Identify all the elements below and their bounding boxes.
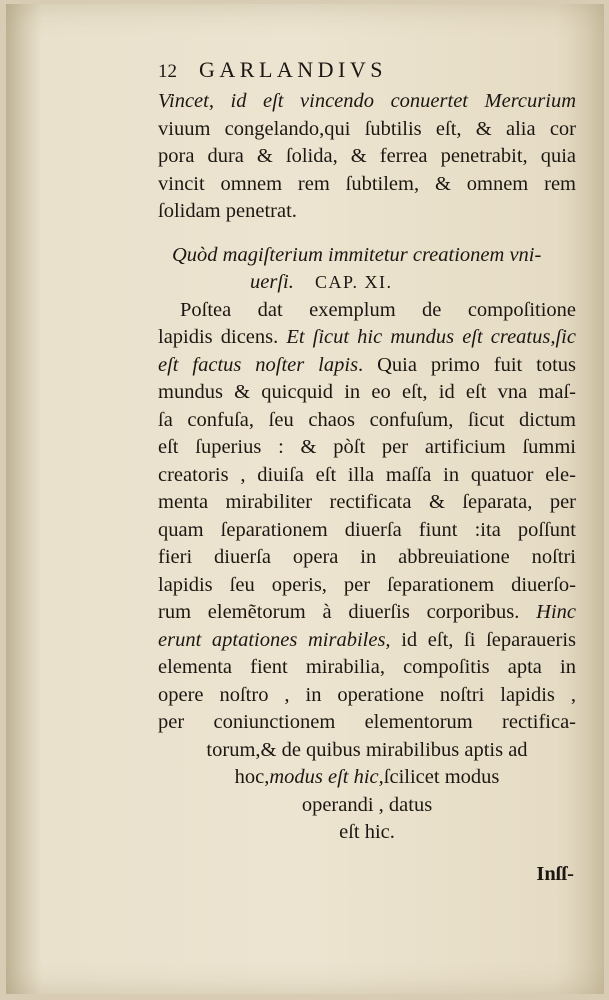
spacer bbox=[158, 226, 576, 242]
text-line: fieri diuerſa opera in abbreuiatione noſtri bbox=[158, 546, 576, 568]
text-line: menta mirabiliter rectificata & ſeparata, per bbox=[158, 491, 576, 513]
text-line: erunt aptationes mirabiles, id eſt, ſi ſeparaueris bbox=[158, 628, 576, 651]
text-line: lapidis ſeu operis, per ſeparationem diuerſo- bbox=[158, 573, 576, 596]
text-block bbox=[158, 52, 576, 888]
page-number: 12 bbox=[158, 61, 177, 82]
text-line: mundus & quicquid in eo eſt, id eſt vna maſ- bbox=[158, 381, 576, 403]
text-line: ſolidam penetrat. bbox=[158, 200, 297, 222]
chapter-number: CAP. XI. bbox=[314, 272, 393, 292]
text-line: elementa fient mirabilia, compoſitis apta in bbox=[158, 656, 576, 678]
text-line: quam ſeparationem diuerſa fiunt :ita poſſunt bbox=[158, 518, 576, 541]
text-line: ſa confuſa, ſeu chaos confuſum, ſicut dictum bbox=[158, 408, 576, 431]
text-line: Poſtea dat exemplum de compoſitione bbox=[180, 298, 576, 321]
text-line: rum elemẽtorum à diuerſis corporibus. Hinc bbox=[158, 601, 576, 623]
text-line: Vincet, id eſt vincendo conuertet Mercurium bbox=[158, 90, 576, 112]
text-line: per coniunctionem elementorum rectifica- bbox=[158, 711, 576, 733]
text-line: creatoris , diuiſa eſt illa maſſa in quatuor ele- bbox=[158, 463, 576, 486]
text-line: eſt ſuperius : & pòſt per artificium ſummi bbox=[158, 436, 576, 458]
text-line: hoc,modus eſt hic,ſcilicet modus bbox=[234, 766, 500, 788]
catchword: Inſſ- bbox=[536, 862, 574, 885]
chapter-title: Quòd magiſterium immitetur creationem vni- bbox=[172, 243, 542, 266]
running-title: GARLANDIVS bbox=[199, 57, 387, 82]
text-line: torum,& de quibus mirabilibus aptis ad bbox=[206, 738, 528, 761]
text-line: opere noſtro , in operatione noſtri lapidis , bbox=[158, 683, 576, 706]
running-header bbox=[158, 52, 576, 88]
text-line: eſt factus noſter lapis. Quia primo fuit totus bbox=[158, 353, 576, 376]
text-line: lapidis dicens. Et ſicut hic mundus eſt creatus,ſic bbox=[158, 326, 576, 348]
text-line: pora dura & ſolida, & ferrea penetrabit, quia bbox=[158, 145, 576, 167]
chapter-title-cont: uerſi. CAP. XI. bbox=[250, 271, 393, 293]
text-line: vincit omnem rem ſubtilem, & omnem rem bbox=[158, 172, 576, 195]
text-line: operandi , datus bbox=[301, 793, 433, 816]
text-line: viuum congelando,qui ſubtilis eſt, & alia cor bbox=[158, 117, 576, 140]
text-line: eſt hic. bbox=[339, 821, 395, 843]
book-page bbox=[6, 4, 604, 994]
